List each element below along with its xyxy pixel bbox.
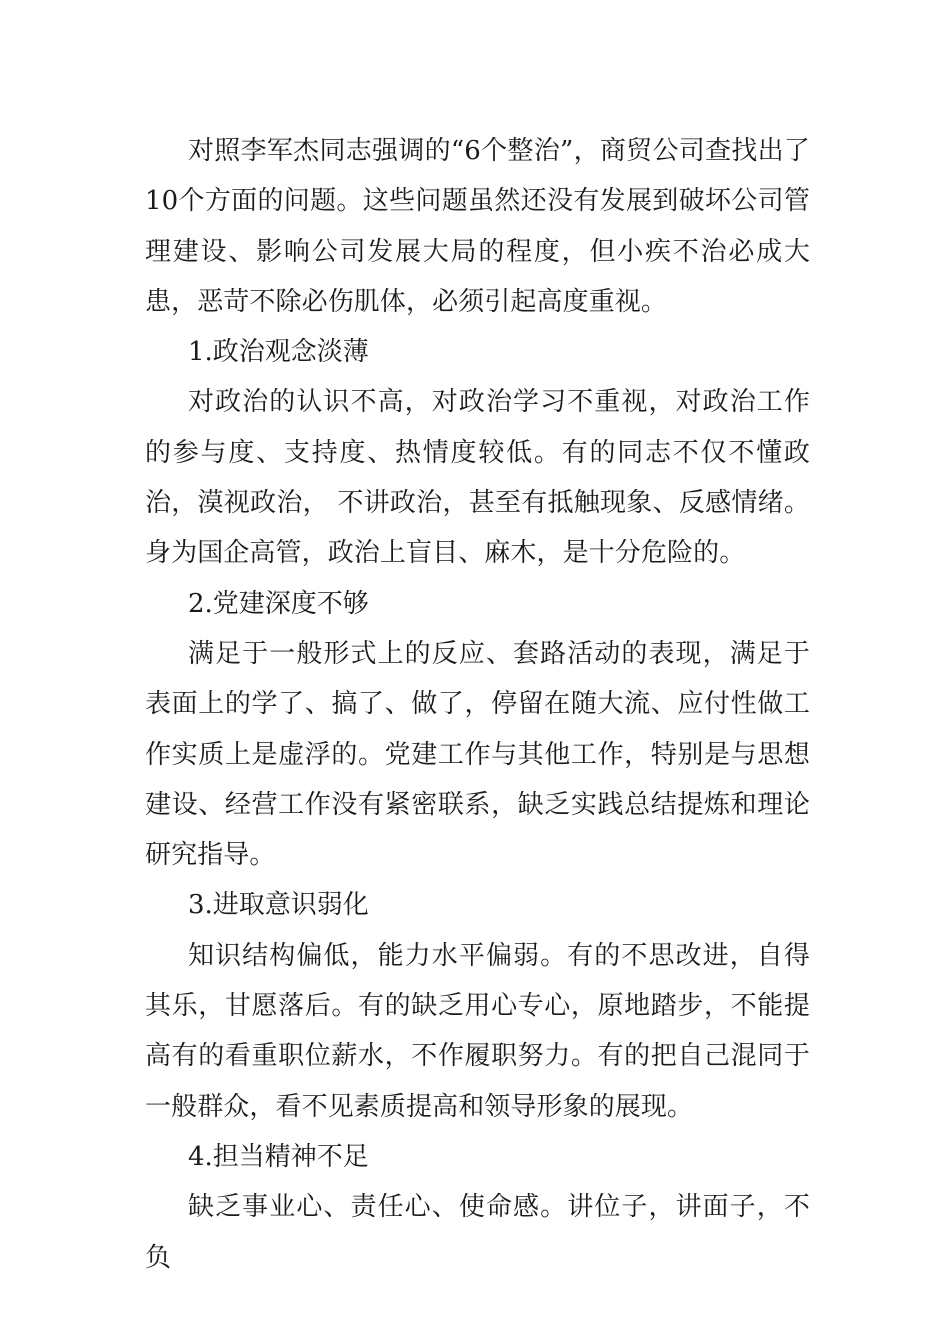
section-heading-3: 3.进取意识弱化 [188, 890, 369, 921]
document-body [145, 126, 810, 1283]
section-paragraph-4: 缺乏事业心、责任心、使命感。讲位子，讲面子，不负 [145, 1192, 810, 1273]
section-paragraph-3: 知识结构偏低，能力水平偏弱。有的不思改进，自得其乐，甘愿落后。有的缺乏用心专心，原地踏步，不能提高有的看重职位薪水，不作履职努力。有的把自己混同于一般群众，看不见素质提高和领导形象的展现。 [145, 940, 810, 1122]
section-heading-4: 4.担当精神不足 [188, 1141, 369, 1172]
section-heading-2: 2.党建深度不够 [188, 588, 369, 619]
intro-paragraph: 对照李军杰同志强调的“6个整治”，商贸公司查找出了10个方面的问题。这些问题虽然还没有发展到破坏公司管理建设、影响公司发展大局的程度，但小疾不治必成大患，恶苛不除必伤肌体，必须引起高度重视。 [145, 136, 810, 317]
section-heading-1: 1.政治观念淡薄 [188, 337, 369, 368]
section-paragraph-2: 满足于一般形式上的反应、套路活动的表现，满足于表面上的学了、搞了、做了，停留在随大流、应付性做工作实质上是虚浮的。党建工作与其他工作，特别是与思想建设、经营工作没有紧密联系，缺乏实践总结提炼和理论研究指导。 [145, 638, 810, 871]
section-paragraph-1: 对政治的认识不高，对政治学习不重视，对政治工作的参与度、支持度、热情度较低。有的同志不仅不懂政治，漠视政治， 不讲政治，甚至有抵触现象、反感情绪。身为国企高管，政治上盲目、麻木，是十分危险的。 [145, 387, 810, 569]
